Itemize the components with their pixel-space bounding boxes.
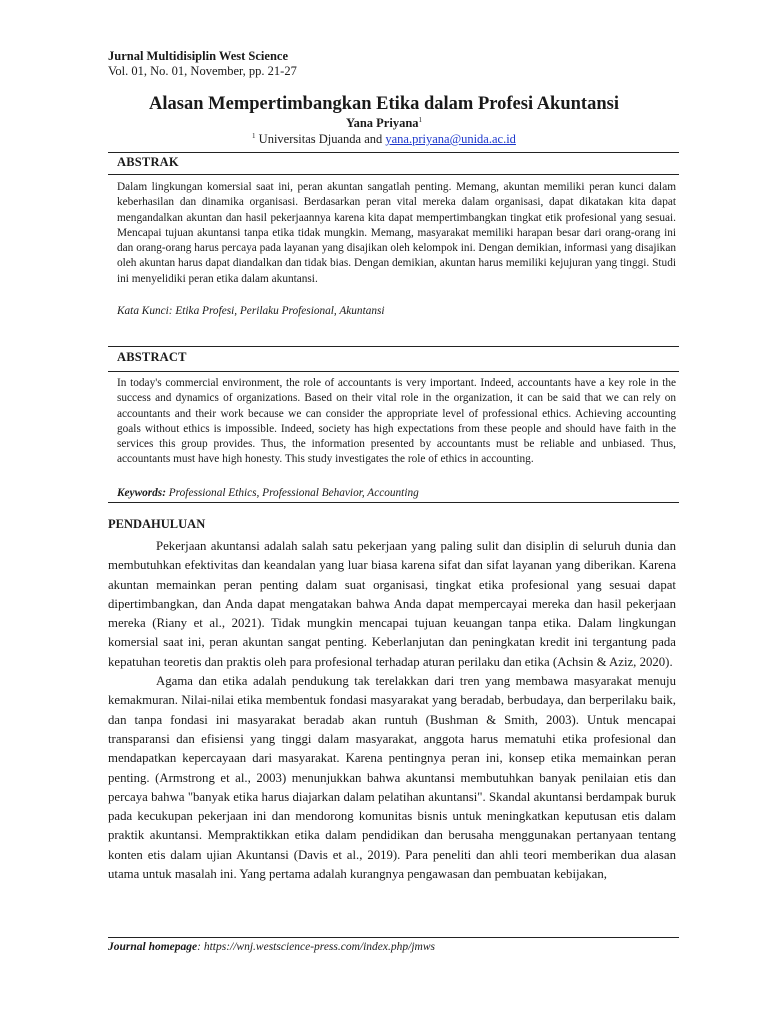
affiliation-sup: 1	[252, 132, 256, 140]
divider	[108, 502, 679, 503]
divider	[108, 371, 679, 372]
abstrak-heading: ABSTRAK	[117, 155, 179, 169]
journal-header	[108, 49, 297, 79]
author-name: Yana Priyana	[345, 116, 419, 131]
keywords-list: Professional Ethics, Professional Behavior, Accounting	[168, 487, 419, 499]
footer	[108, 941, 435, 953]
author-email-link[interactable]: yana.priyana@unida.ac.id	[385, 132, 516, 147]
footer-divider	[108, 937, 679, 938]
article-title: Alasan Mempertimbangkan Etika dalam Profesi Akuntansi	[149, 94, 619, 114]
keywords-label: Kata Kunci:	[117, 305, 173, 317]
abstrak-keywords	[117, 305, 676, 317]
author-line	[0, 116, 768, 131]
divider	[108, 152, 679, 153]
journal-name: Jurnal Multidisiplin West Science	[108, 49, 288, 63]
author-sup: 1	[418, 116, 423, 124]
abstract-keywords	[117, 487, 676, 499]
journal-volume: Vol. 01, No. 01, November, pp. 21-27	[108, 64, 297, 78]
paragraph: Agama dan etika adalah pendukung tak terelakkan dari tren yang membawa masyarakat menuju kemakmuran. Nilai-nilai etika membentuk fondasi masyarakat yang beradab, berbudaya, dan berperilaku baik, dan tanpa fondasi ini masyarakat beradab akan runtuh (Bushman & Smith, 2003). Untuk mencapai transparansi dan efisiensi yang tinggi dalam masyarakat, anggota harus mematuhi etika profesional dan mendapatkan kepercayaan dari masyarakat. Karena pentingnya peran ini, konsep etika memainkan peran penting. (Armstrong et al., 2003) menunjukkan bahwa akuntansi membutuhkan banyak penilaian etis dan percaya bahwa "banyak etika harus diajarkan dalam pelatihan akuntansi". Skandal akuntansi berdampak buruk pada kecukupan pekerjaan ini dan mendorong komunitas bisnis untuk meningkatkan keputusan etis dalam praktik akuntansi. Mempraktikkan etika dalam pendidikan dan berusaha menggunakan pertanyaan tentang konten etis dalam ujian Akuntansi (Davis et al., 2019). Para peneliti dan ahli teori memberikan dua alasan utama untuk masalah ini. Yang pertama adalah kurangnya pengawasan dan pembuatan kebijakan,	[108, 674, 676, 882]
divider	[108, 346, 679, 347]
journal-homepage-link[interactable]: : https://wnj.westscience-press.com/index.php/jmws	[197, 941, 435, 953]
affiliation-line	[0, 132, 768, 147]
abstrak-text: Dalam lingkungan komersial saat ini, peran akuntan sangatlah penting. Memang, akuntan memiliki peran kunci dalam keberhasilan dan dinamika organisasi. Berdasarkan peran vital mereka dalam organisasi, dapat dikatakan kita dapat mengandalkan akuntan dan hasil pekerjaannya karena kita dapat mempertimbangkan tingkat etik profesional yang sesuai. Mencapai tujuan akuntansi tanpa etika tidak mungkin. Memang, masyarakat memiliki harapan besar dari orang-orang ini dan orang-orang harus percaya pada layanan yang disajikan oleh kelompok ini. Dengan demikian, informasi yang disajikan oleh akuntan harus dapat diandalkan dan tidak bias. Dengan demikian, akuntan harus memiliki kejujuran yang tinggi. Studi ini menyelidiki peran etika dalam akuntansi.	[117, 181, 676, 285]
keywords-label: Keywords:	[117, 487, 166, 499]
abstract-heading: ABSTRACT	[117, 350, 187, 364]
body-text	[108, 537, 676, 884]
affiliation: Universitas Djuanda and	[258, 132, 383, 147]
keywords-list: Etika Profesi, Perilaku Profesional, Akuntansi	[175, 305, 385, 317]
footer-label: Journal homepage	[108, 941, 198, 953]
abstract-text: In today's commercial environment, the role of accountants is very important. Indeed, accountants have a key role in the success and dynamics of organizations. Based on their vital role in the organization, it can be said that we can rely on accountants and their work because we can consider the appropriate level of professional ethics. Achieving accounting goals without ethics is impossible. Indeed, society has high expectations from these people and should have faith in the services this group provides. Thus, the information presented by accountants must be reliable and unbiased. Thus, accountants must have high honesty. This study investigates the role of ethics in accounting.	[117, 377, 676, 466]
paragraph: Pekerjaan akuntansi adalah salah satu pekerjaan yang paling sulit dan disiplin di seluruh dunia dan membutuhkan efektivitas dan keandalan yang luar biasa karena sifat dan sifat layanan yang diberikan. Karena akuntan memainkan peran penting dalam suat organisasi, tingkat etika profesional yang sesuai dapat dipertimbangkan, dan Anda dapat mengatakan bahwa Anda dapat mempercayai mereka dan hasil pekerjaan mereka (Riany et al., 2021). Tidak mungkin mencapai tujuan keuangan tanpa etika. Dalam lingkungan komersial saat ini, peran akuntan sangat penting. Keberlanjutan dan peningkatan kredit ini tergantung pada kepatuhan teoretis dan praktis oleh para profesional terhadap aturan perilaku dan etika (Achsin & Aziz, 2020).	[108, 539, 676, 669]
section-heading: PENDAHULUAN	[108, 517, 206, 531]
divider	[108, 174, 679, 175]
